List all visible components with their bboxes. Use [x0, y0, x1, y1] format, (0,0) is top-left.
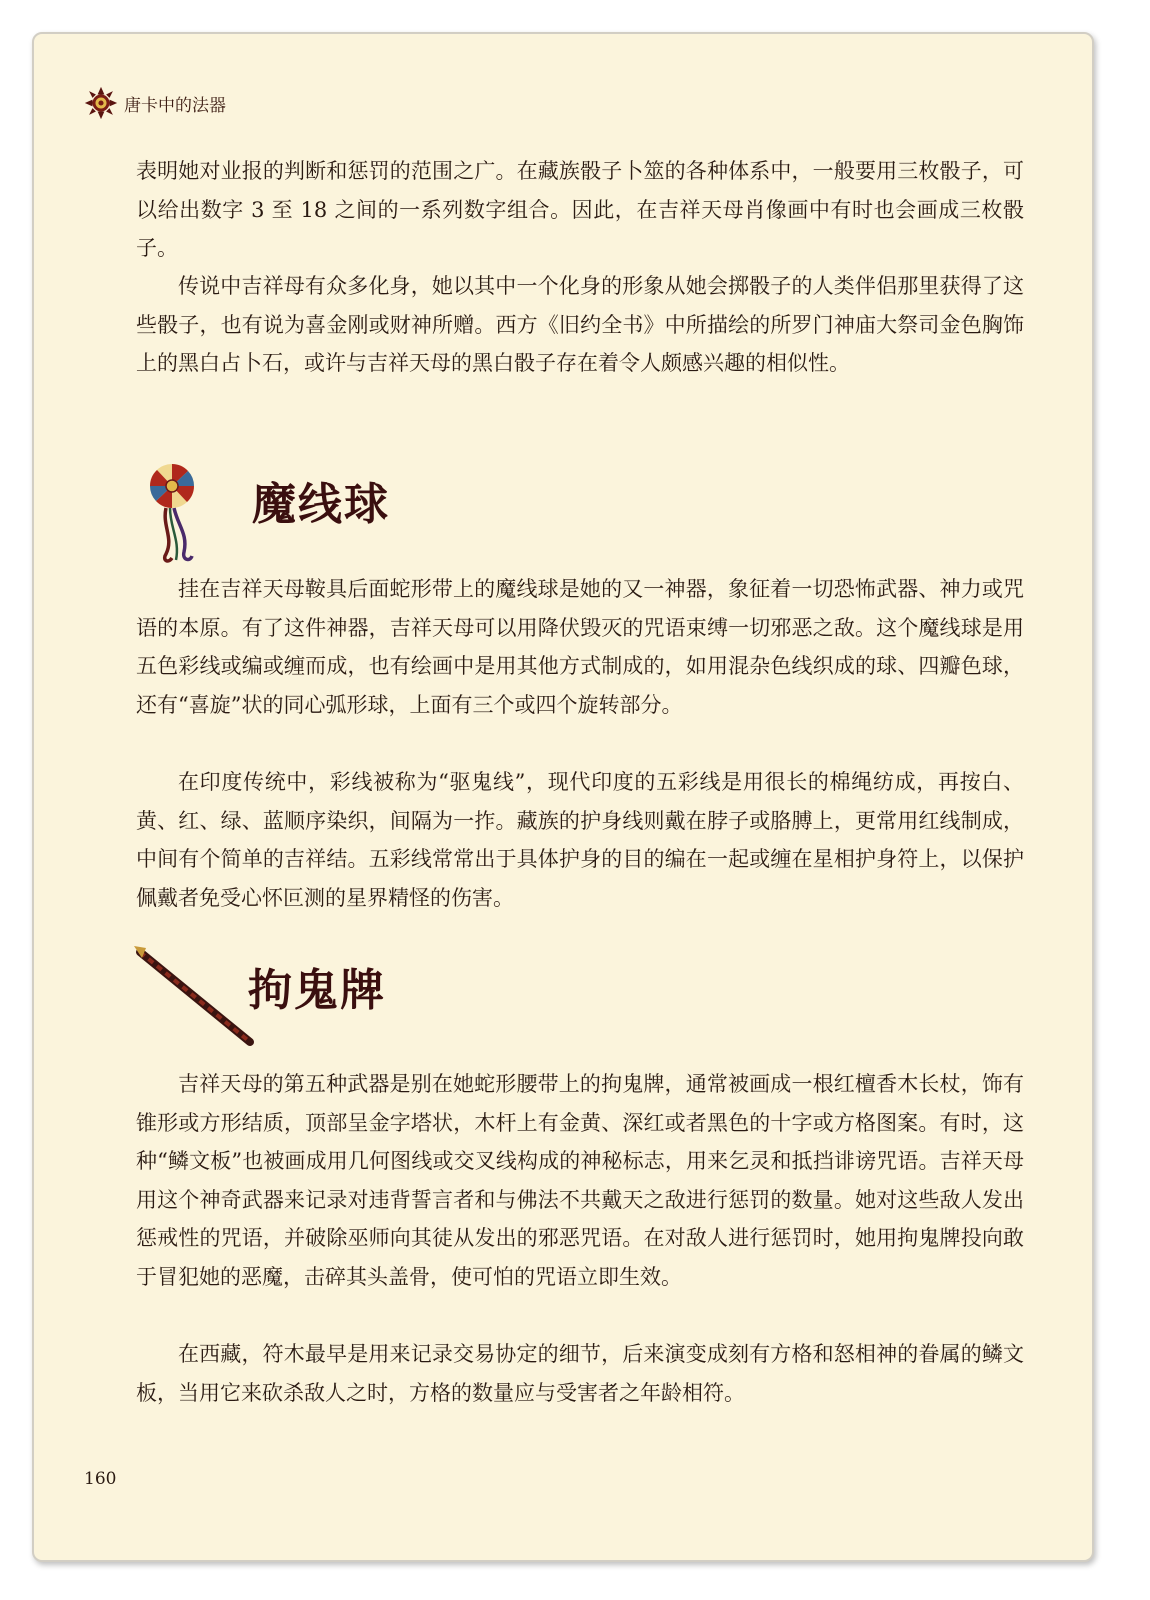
- running-header: [84, 86, 226, 120]
- book-page: [32, 32, 1094, 1562]
- header-title: 唐卡中的法器: [124, 95, 226, 116]
- paragraph-tally-stick-tibet: 在西藏，符木最早是用来记录交易协定的细节，后来演变成刻有方格和怒相神的眷属的鳞文板，当用它来砍杀敌人之时，方格的数量应与受害者之年龄相符。: [136, 1342, 1024, 1405]
- page-number: 160: [84, 1469, 117, 1489]
- paragraph-tally-stick-description: 吉祥天母的第五种武器是别在她蛇形腰带上的拘鬼牌，通常被画成一根红檀香木长杖，饰有锥形或方形结质，顶部呈金字塔状，木杆上有金黄、深红或者黑色的十字或方格图案。有时，这种“鳞文板”也被画成用几何图线或交叉线构成的神秘标志，用来乞灵和抵挡诽谤咒语。吉祥天母用这个神奇武器来记录对违背誓言者和与佛法不共戴天之敌进行惩罚的数量。她对这些敌人发出惩戒性的咒语，并破除巫师向其徒从发出的邪恶咒语。在对敌人进行惩罚时，她用拘鬼牌投向敢于冒犯她的恶魔，击碎其头盖骨，使可怕的咒语立即生效。: [136, 1072, 1024, 1289]
- tally-stick-icon: [132, 942, 262, 1052]
- section-title-thread-ball: 魔线球: [252, 479, 390, 530]
- paragraph-dice-origin: 传说中吉祥母有众多化身，她以其中一个化身的形象从她会掷骰子的人类伴侣那里获得了这些骰子，也有说为喜金刚或财神所赠。西方《旧约全书》中所描绘的所罗门神庙大祭司金色胸饰上的黑白占卜石，或许与吉祥天母的黑白骰子存在着令人颇感兴趣的相似性。: [136, 274, 1024, 375]
- dharma-wheel-icon: [84, 86, 118, 120]
- paragraph-continued: 表明她对业报的判断和惩罚的范围之广。在藏族骰子卜筮的各种体系中，一般要用三枚骰子，可以给出数字 3 至 18 之间的一系列数字组合。因此，在吉祥天母肖像画中有时也会画成三枚骰子。: [136, 159, 1024, 260]
- paragraph-thread-ball-india: 在印度传统中，彩线被称为“驱鬼线”，现代印度的五彩线是用很长的棉绳纺成，再按白、黄、红、绿、蓝顺序染织，间隔为一拃。藏族的护身线则戴在脖子或胳膊上，更常用红线制成，中间有个简单的吉祥结。五彩线常常出于具体护身的目的编在一起或缠在星相护身符上，以保护佩戴者免受心怀叵测的星界精怪的伤害。: [136, 770, 1024, 910]
- paragraph-thread-ball-description: 挂在吉祥天母鞍具后面蛇形带上的魔线球是她的又一神器，象征着一切恐怖武器、神力或咒语的本原。有了这件神器，吉祥天母可以用降伏毁灭的咒语束缚一切邪恶之敌。这个魔线球是用五色彩线或编或缠而成，也有绘画中是用其他方式制成的，如用混杂色线织成的球、四瓣色球，还有“喜旋”状的同心弧形球，上面有三个或四个旋转部分。: [136, 577, 1024, 717]
- thread-ball-icon: [144, 456, 208, 566]
- section-title-tally-stick: 拘鬼牌: [248, 965, 386, 1016]
